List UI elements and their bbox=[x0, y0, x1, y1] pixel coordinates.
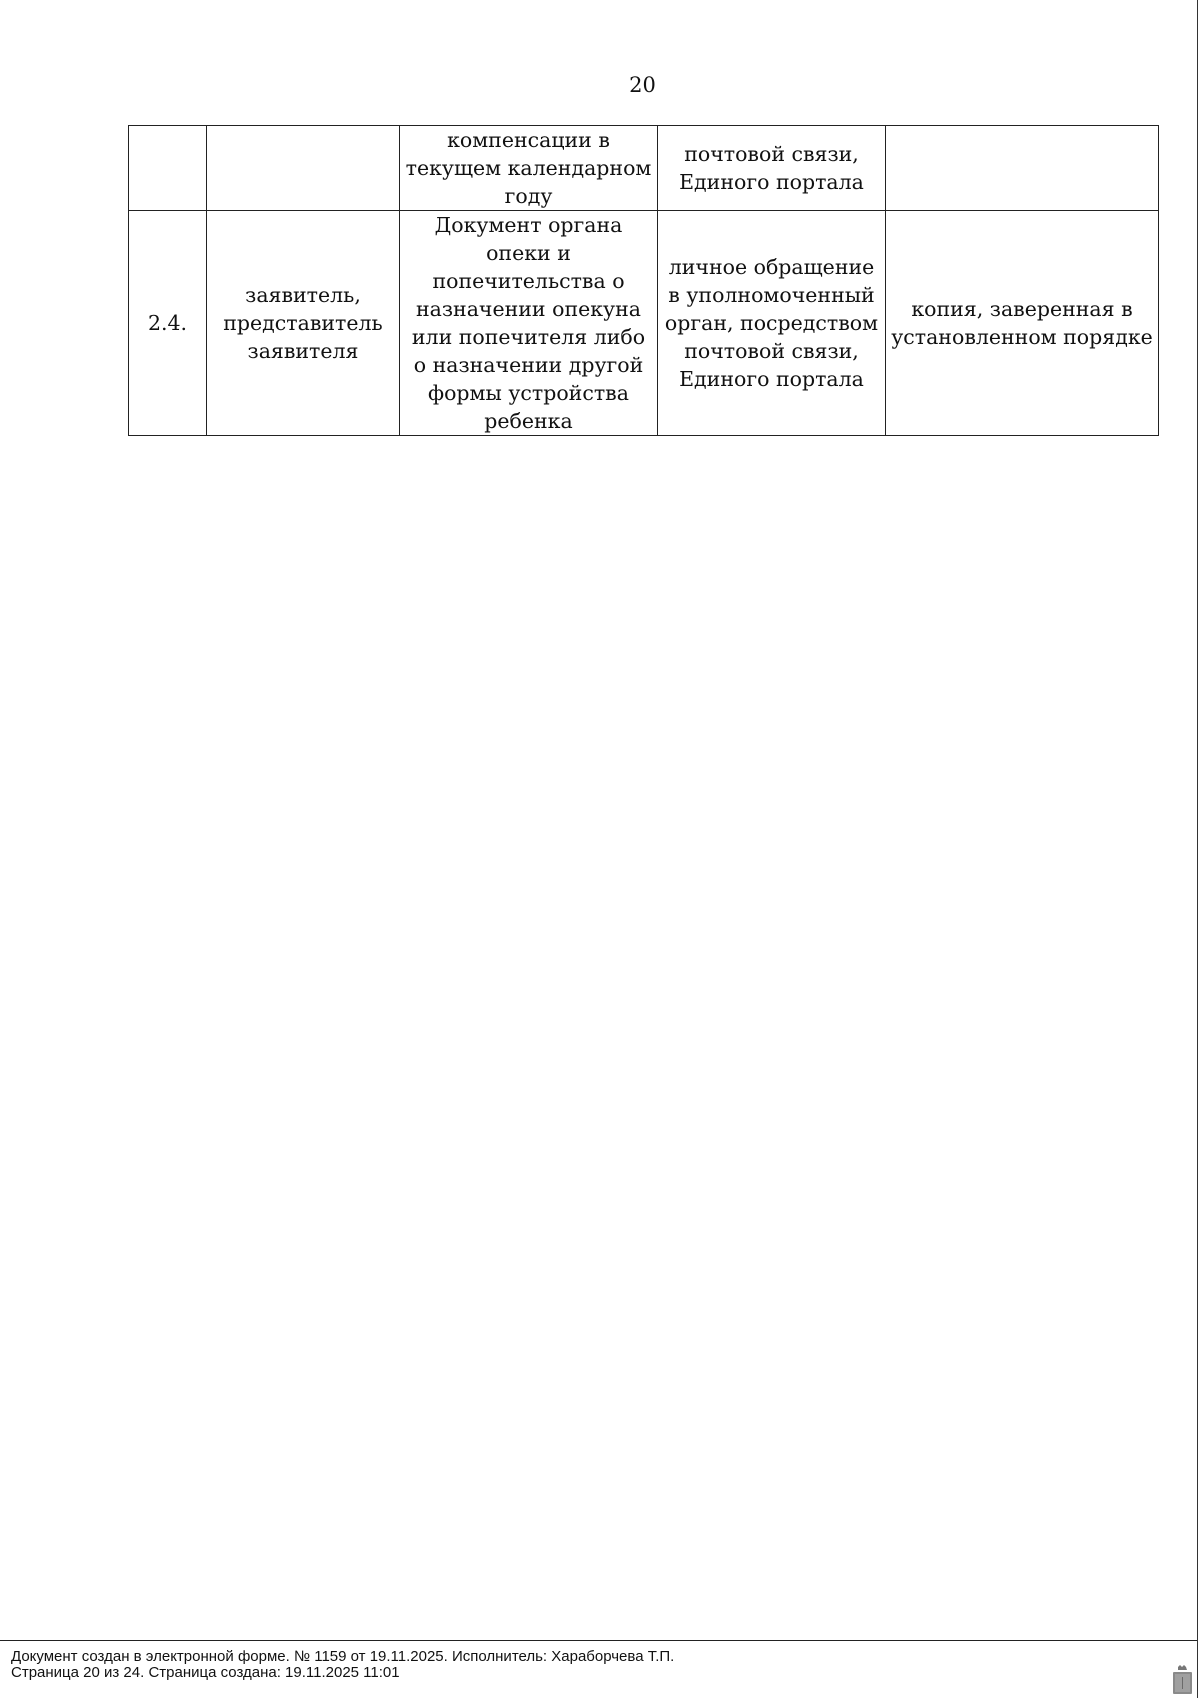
cell-document: Документ органа опеки и попечительства о назначении опекуна или попечителя либо о назначении другой формы устройства ребенка bbox=[400, 211, 658, 436]
page-edge-rule bbox=[1197, 0, 1198, 1698]
cell-applicant bbox=[207, 126, 400, 211]
documents-table bbox=[128, 125, 1159, 436]
table-row bbox=[129, 126, 1159, 211]
footer-line-page-info: Страница 20 из 24. Страница создана: 19.11.2025 11:01 bbox=[11, 1664, 400, 1681]
cell-submission-method: личное обращение в уполномоченный орган, посредством почтовой связи, Единого портала bbox=[658, 211, 886, 436]
cell-document-form bbox=[886, 126, 1159, 211]
cell-number bbox=[129, 126, 207, 211]
cell-document-form: копия, заверенная в установленном порядке bbox=[886, 211, 1159, 436]
cell-applicant: заявитель, представитель заявителя bbox=[207, 211, 400, 436]
footer-line-document-info: Документ создан в электронной форме. № 1159 от 19.11.2025. Исполнитель: Хараборчева Т.П. bbox=[11, 1648, 675, 1665]
coat-of-arms-icon bbox=[1172, 1665, 1193, 1695]
table-row bbox=[129, 211, 1159, 436]
footer-text bbox=[11, 1649, 674, 1681]
cell-number: 2.4. bbox=[129, 211, 207, 436]
page-number: 20 bbox=[629, 73, 656, 97]
cell-document: компенсации в текущем календарном году bbox=[400, 126, 658, 211]
document-footer bbox=[0, 1640, 1197, 1681]
cell-submission-method: почтовой связи, Единого портала bbox=[658, 126, 886, 211]
